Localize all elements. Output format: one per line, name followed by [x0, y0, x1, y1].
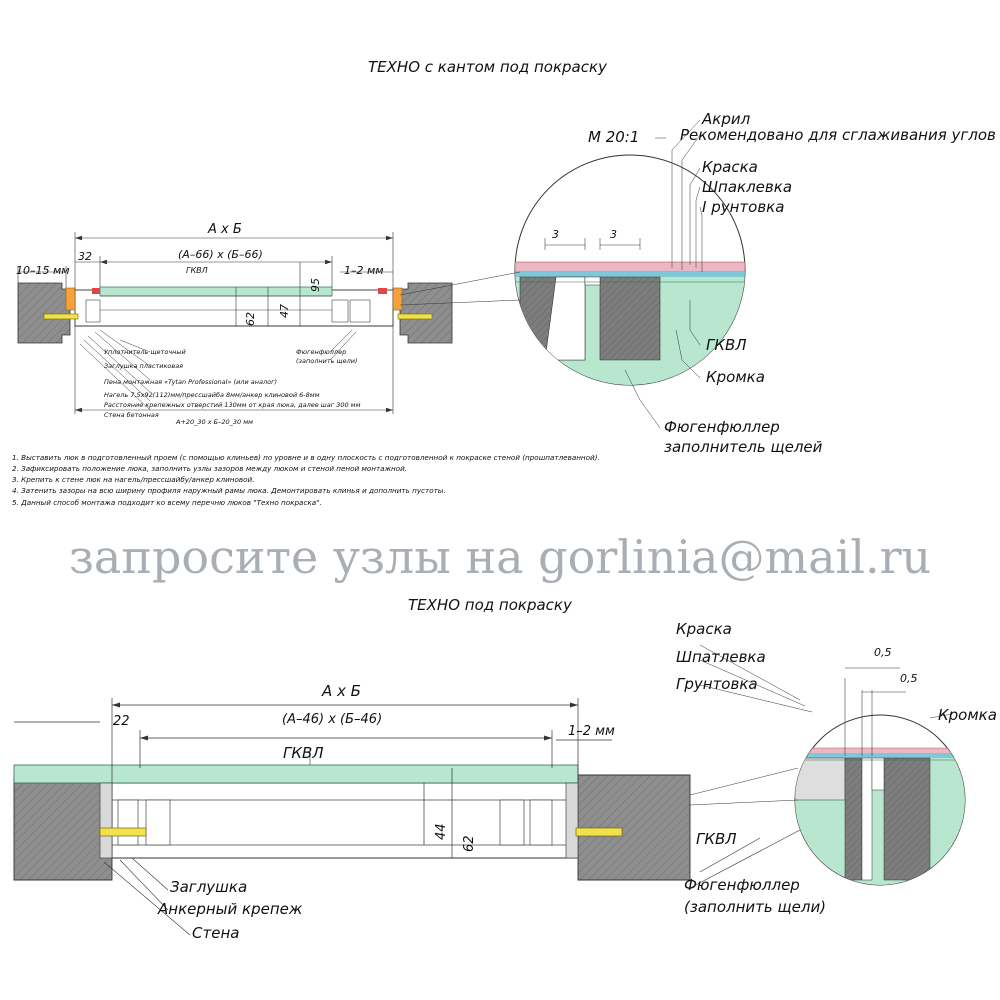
wall-right-bottom: [578, 775, 690, 880]
dim-a-x-b-bottom: А х Б: [322, 682, 361, 700]
watermark-text: запросите узлы на gorlinia@mail.ru: [68, 530, 932, 584]
inline-wall: Стена бетонная: [104, 411, 159, 419]
anchor-left: [44, 314, 78, 319]
dim-95-top: 95: [309, 278, 322, 292]
note-2: 2. Зафиксировать положение люка, заполнить узлы зазоров между люком и стеной пеной монтажной.: [12, 464, 408, 474]
callout-fugen-bottom-1: Фюгенфюллер: [684, 876, 800, 894]
dim-gap-right-top: 1–2 мм: [344, 264, 384, 277]
scale-label: М 20:1: [588, 128, 640, 146]
top-drawing-title: ТЕХНО с кантом под покраску: [368, 58, 607, 76]
callout-paint-bottom: Краска: [676, 620, 732, 638]
inline-fugen-2: (заполнить щели): [296, 357, 358, 365]
anchor-right: [398, 314, 432, 319]
callout-paint: Краска: [702, 158, 758, 176]
detail-dim-3-left: 3: [552, 228, 559, 241]
callout-primer-bottom: Грунтовка: [676, 675, 758, 693]
dim-inner-bottom: (А–46) х (Б–46): [282, 712, 383, 727]
wall-left-bottom: [14, 775, 112, 880]
callout-fugen-top-1: Фюгенфюллер: [664, 418, 780, 436]
wall-right: [400, 283, 452, 343]
callout-anchor-bottom: Анкерный крепеж: [158, 900, 303, 918]
wall-left: [18, 283, 70, 343]
bottom-drawing-title: ТЕХНО под покраску: [408, 596, 572, 614]
note-3: 3. Крепить к стене люк на нагель/прессшайбу/анкер клиновой.: [12, 475, 255, 485]
dim-05-bottom: 0,5: [900, 672, 918, 685]
callout-putty: Шпаклевка: [702, 178, 793, 196]
detail-content-bottom: [795, 748, 965, 888]
dim-left-offset-top: 32: [78, 250, 92, 263]
dim-gap-left-top: 10–15 мм: [16, 264, 70, 277]
note-1: 1. Выставить люк в подготовленный проем (с помощью клиньев) по уровне и в одну плоскость с подготовленной к покраске стеной (прошпатлеванной).: [12, 453, 600, 462]
anchor-left-bottom: [100, 828, 146, 836]
callout-primer: I рунтовка: [702, 198, 785, 216]
inline-plug: Заглушка пластиковая: [104, 362, 184, 370]
dim-05-top: 0,5: [874, 646, 892, 659]
callout-edge-top: Кромка: [706, 368, 765, 386]
note-5: 5. Данный способ монтажа подходит ко всему перечню люков "Техно покраска".: [12, 497, 322, 507]
inline-spacing: Расстояние крепежных отверстий 130мм от края люка, далее шаг 300 мм: [104, 401, 361, 409]
gkvl-panel-bottom: [14, 765, 578, 783]
bracket-right: [393, 288, 402, 310]
dim-a-x-b-top: А х Б: [208, 222, 242, 237]
dim-47-top: 47: [278, 304, 291, 318]
dim-left-offset-bottom: 22: [113, 714, 130, 729]
callout-gkvl-detail-bottom: ГКВЛ: [696, 830, 737, 848]
installation-notes: [12, 452, 652, 508]
callout-fugen-top-2: заполнитель щелей: [664, 438, 823, 456]
dim-62-top: 62: [244, 312, 257, 326]
callout-acryl: Акрил: [702, 110, 751, 128]
callout-plug-bottom: Заглушка: [170, 878, 248, 896]
dim-inner-top: (А–66) х (Б–66): [178, 248, 263, 261]
inline-fugen: Фюгенфюллер: [296, 348, 347, 356]
dim-bottom-top: А+20_30 х Б–20_30 мм: [176, 418, 254, 426]
callout-putty-bottom: Шпатлевка: [676, 648, 766, 666]
callout-gkvl-main-bottom: ГКВЛ: [283, 744, 324, 762]
inline-dowel: Нагель 7,5х92(112)мм/прессшайба 8мм/анкер клиновой 6-8мм: [104, 391, 320, 399]
inline-foam: Пена монтажная «Tytan Professional» (или аналог): [104, 378, 278, 386]
gkvl-panel: [100, 287, 332, 296]
callout-edge-bottom: Кромка: [938, 706, 997, 724]
anchor-right-bottom: [576, 828, 622, 836]
callout-gkvl-top: ГКВЛ: [706, 336, 747, 354]
gasket-right: [378, 288, 387, 294]
detail-dim-3-right: 3: [610, 228, 617, 241]
note-4: 4. Затенить зазоры на всю ширину профиля наружный рамы люка. Демонтировать клинья и дополнить пустоты.: [12, 486, 446, 496]
bottom-section-drawing: [14, 645, 965, 935]
dim-44-bottom: 44: [434, 823, 449, 840]
dim-gap-right-bottom: 1–2 мм: [568, 724, 615, 739]
inline-seal: Уплотнитель щеточный: [104, 348, 186, 356]
inline-gkvl-top: ГКВЛ: [186, 266, 208, 275]
bracket-left: [66, 288, 75, 310]
callout-fugen-bottom-2: (заполнить щели): [684, 898, 827, 916]
callout-recommend: Рекомендовано для сглаживания углов: [680, 126, 996, 144]
gasket-left: [92, 288, 100, 294]
dim-62-bottom: 62: [462, 835, 477, 852]
callout-wall-bottom: Стена: [192, 924, 240, 942]
